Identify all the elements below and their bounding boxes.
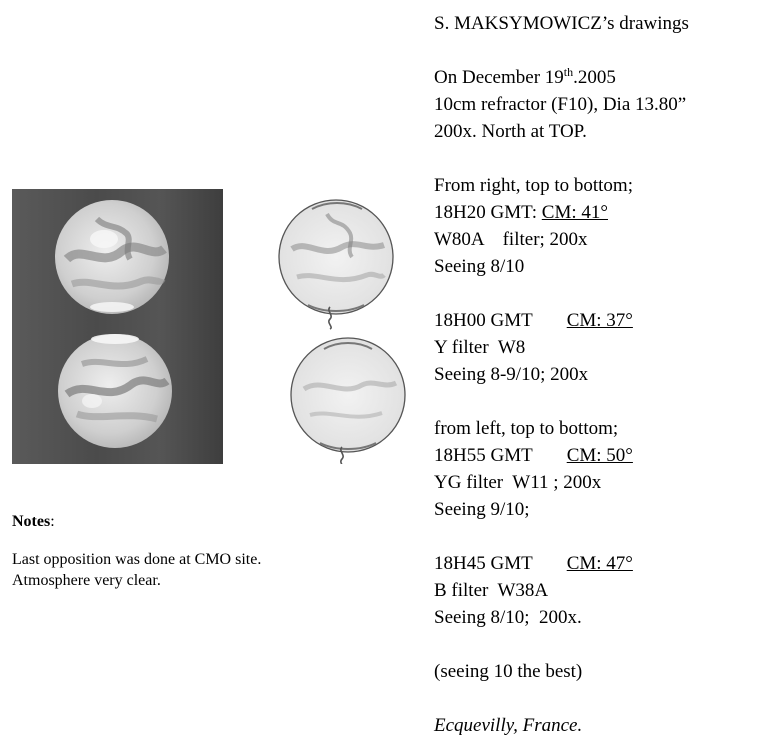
entry-filter-line: Y filter W8: [434, 337, 526, 358]
left-group-heading: from left, top to bottom;: [434, 418, 619, 439]
mars-drawings-figure: [12, 189, 410, 464]
notes-line-2: Atmosphere very clear.: [12, 572, 161, 589]
seeing-scale-note: (seeing 10 the best): [434, 661, 583, 682]
notes-section: [12, 511, 372, 591]
observation-details: [434, 10, 769, 739]
entry-time-line: 18H55 GMT CM: 50°: [434, 445, 633, 466]
right-group-heading: From right, top to bottom;: [434, 175, 633, 196]
page-title: S. MAKSYMOWICZ’s drawings: [434, 13, 689, 34]
entry-time-line: 18H20 GMT: CM: 41°: [434, 202, 608, 223]
magnification-line: 200x. North at TOP.: [434, 121, 587, 142]
mars-disk-bottom-left: [58, 334, 172, 448]
cm-value: CM: 41°: [541, 202, 608, 223]
instrument-line: 10cm refractor (F10), Dia 13.80”: [434, 94, 687, 115]
notes-heading: Notes: [12, 513, 51, 530]
entry-time-line: 18H45 GMT CM: 47°: [434, 553, 633, 574]
cm-value: CM: 50°: [566, 445, 633, 466]
entry-filter-line: W80A filter; 200x: [434, 229, 588, 250]
entry-seeing-line: Seeing 8/10; 200x.: [434, 607, 582, 628]
entry-filter-line: YG filter W11 ; 200x: [434, 472, 602, 493]
entry-seeing-line: Seeing 8/10: [434, 256, 525, 277]
notes-line-1: Last opposition was done at CMO site.: [12, 551, 262, 568]
mars-disk-top-left: [55, 200, 169, 314]
mars-disk-bottom-right: [291, 338, 405, 464]
observation-date: On December 19th.2005: [434, 65, 616, 88]
cm-value: CM: 37°: [566, 310, 633, 331]
mars-drawings-svg: [12, 189, 410, 464]
entry-time-line: 18H00 GMT CM: 37°: [434, 310, 633, 331]
notes-heading-line: [12, 511, 372, 532]
entry-filter-line: B filter W38A: [434, 580, 549, 601]
mars-disk-top-right: [279, 200, 393, 329]
entry-seeing-line: Seeing 9/10;: [434, 499, 530, 520]
notes-heading-colon: :: [50, 513, 55, 530]
observation-location: Ecquevilly, France.: [434, 715, 583, 736]
cm-value: CM: 47°: [566, 553, 633, 574]
entry-seeing-line: Seeing 8-9/10; 200x: [434, 364, 589, 385]
